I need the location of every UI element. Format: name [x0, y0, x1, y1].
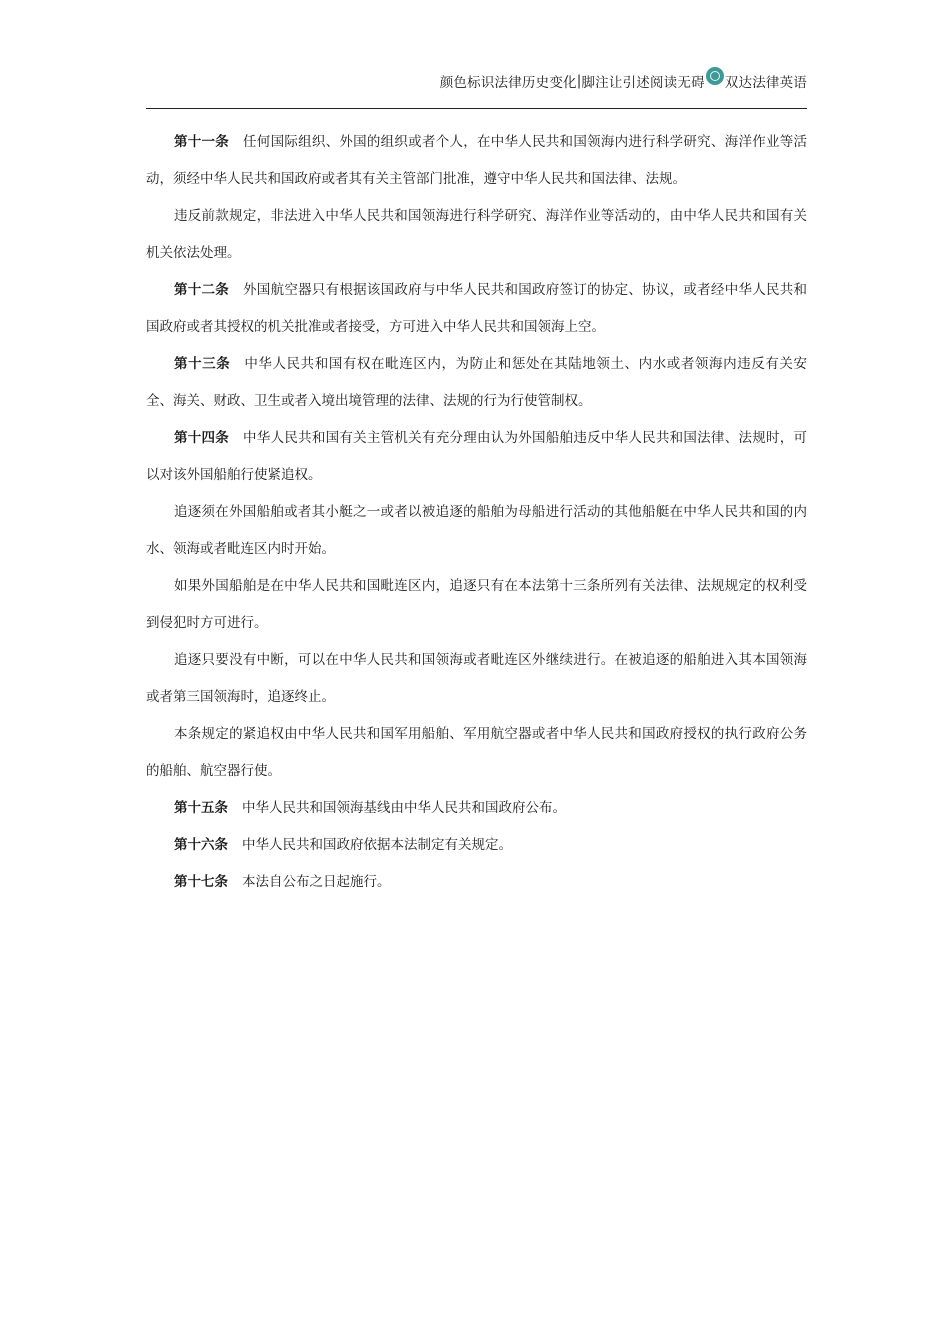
header-divider	[146, 108, 807, 109]
page-header	[146, 68, 807, 94]
article-text: 追逐只要没有中断，可以在中华人民共和国领海或者毗连区外继续进行。在被追逐的船舶进入其本国领海或者第三国领海时，追逐终止。	[146, 652, 807, 705]
article-14-paragraph-3	[146, 568, 807, 642]
article-11-paragraph-2	[146, 198, 807, 272]
article-14-paragraph-5	[146, 716, 807, 790]
article-number: 第十四条	[174, 430, 230, 446]
header-footnote-label: 脚注让引述阅读无碍	[581, 75, 705, 91]
article-13-paragraph	[146, 346, 807, 420]
article-text: 任何国际组织、外国的组织或者个人，在中华人民共和国领海内进行科学研究、海洋作业等活动，须经中华人民共和国政府或者其有关主管部门批准，遵守中华人民共和国法律、法规。	[146, 134, 808, 187]
article-text: 本法自公布之日起施行。	[242, 874, 391, 890]
article-12-paragraph	[146, 272, 807, 346]
article-11-paragraph	[146, 124, 807, 198]
article-17-paragraph	[146, 864, 807, 901]
article-number: 第十二条	[174, 282, 230, 298]
brand-logo-icon	[706, 67, 724, 85]
article-14-paragraph-4	[146, 642, 807, 716]
article-text: 中华人民共和国领海基线由中华人民共和国政府公布。	[242, 800, 566, 816]
article-text: 中华人民共和国有权在毗连区内，为防止和惩处在其陆地领土、内水或者领海内违反有关安全、海关、财政、卫生或者入境出境管理的法律、法规的行为行使管制权。	[146, 356, 808, 409]
article-number: 第十三条	[174, 356, 231, 372]
article-15-paragraph	[146, 790, 807, 827]
document-body	[146, 124, 807, 901]
article-text: 中华人民共和国政府依据本法制定有关规定。	[242, 837, 512, 853]
article-number: 第十七条	[174, 874, 228, 890]
article-text: 追逐须在外国船舶或者其小艇之一或者以被追逐的船舶为母船进行活动的其他船艇在中华人民共和国的内水、领海或者毗连区内时开始。	[146, 504, 807, 557]
header-separator: |	[576, 73, 582, 89]
article-14-paragraph-2	[146, 494, 807, 568]
article-number: 第十六条	[174, 837, 228, 853]
article-text: 本条规定的紧追权由中华人民共和国军用船舶、军用航空器或者中华人民共和国政府授权的执行政府公务的船舶、航空器行使。	[146, 726, 807, 779]
article-14-paragraph	[146, 420, 807, 494]
article-16-paragraph	[146, 827, 807, 864]
article-text: 违反前款规定，非法进入中华人民共和国领海进行科学研究、海洋作业等活动的，由中华人民共和国有关机关依法处理。	[146, 208, 807, 261]
article-number: 第十五条	[174, 800, 228, 816]
header-color-history-label: 颜色标识法律历史变化	[439, 75, 577, 91]
header-brand-label: 双达法律英语	[724, 75, 807, 91]
article-text: 中华人民共和国有关主管机关有充分理由认为外国船舶违反中华人民共和国法律、法规时，可以对该外国船舶行使紧追权。	[146, 430, 808, 483]
article-text: 如果外国船舶是在中华人民共和国毗连区内，追逐只有在本法第十三条所列有关法律、法规规定的权利受到侵犯时方可进行。	[146, 578, 807, 631]
article-number: 第十一条	[174, 134, 230, 150]
article-text: 外国航空器只有根据该国政府与中华人民共和国政府签订的协定、协议，或者经中华人民共和国政府或者其授权的机关批准或者接受，方可进入中华人民共和国领海上空。	[146, 282, 808, 335]
